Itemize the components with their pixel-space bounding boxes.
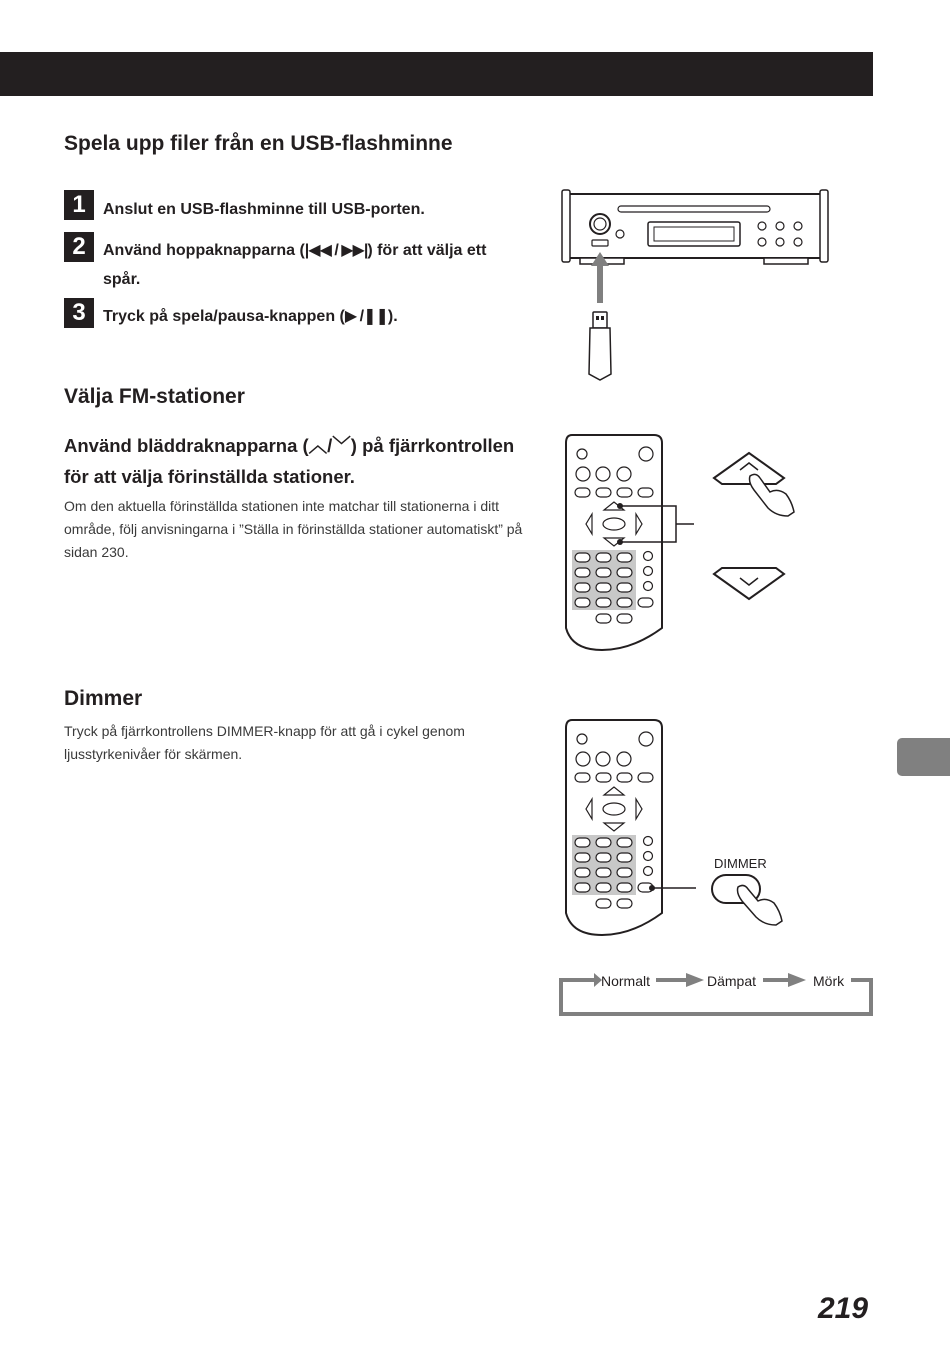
step-1-number: 1 <box>64 190 94 220</box>
header-bar <box>0 52 873 96</box>
fm-subheading <box>64 430 534 492</box>
fm-subheading-before: Använd bläddraknapparna ( <box>64 435 309 456</box>
step-2-text <box>103 236 527 294</box>
page-number: 219 <box>818 1292 869 1325</box>
usb-section-title: Spela upp filer från en USB-flashminne <box>64 132 453 155</box>
usb-player-illustration <box>560 188 830 383</box>
step-3-number: 3 <box>64 298 94 328</box>
fm-body-text: Om den aktuella förinställda stationen inte matchar till stationerna i ditt område, följ anvisningarna i ”Ställa in förinställda stationer automatiskt” på sidan 230. <box>64 498 523 560</box>
scroll-buttons-symbols: ︿/﹀ <box>308 435 351 456</box>
dimmer-body-text: Tryck på fjärrkontrollens DIMMER-knapp för att gå i cykel genom ljusstyrkenivåer för skärmen. <box>64 723 465 762</box>
dimmer-section-title: Dimmer <box>64 687 143 710</box>
skip-buttons-symbols: |◀◀ / ▶▶| <box>304 242 368 259</box>
cycle-arrow-icon <box>556 968 876 1020</box>
step-1-text: Anslut en USB-flashminne till USB-porten. <box>103 201 425 218</box>
dimmer-label: DIMMER <box>714 856 767 871</box>
step-2-number: 2 <box>64 232 94 262</box>
step-3-text <box>103 302 527 331</box>
fm-subheading-after: ) på fjärrkontrollen för att välja förinställda stationer. <box>64 435 515 487</box>
remote-control-illustration <box>562 717 802 939</box>
cycle-step-label: Mörk <box>813 973 845 989</box>
down-button-icon <box>714 568 784 599</box>
remote-control-illustration <box>562 432 802 654</box>
play-pause-symbols: ▶ /❚❚ <box>344 308 388 325</box>
cycle-step-label: Dämpat <box>707 973 757 989</box>
step-2-text-before: Använd hoppaknapparna ( <box>103 242 305 259</box>
cycle-step-label: Normalt <box>601 973 651 989</box>
section-tab <box>897 738 950 776</box>
step-2-text-after: ) för att välja ett spår. <box>103 242 487 288</box>
fm-section-title: Välja FM-stationer <box>64 385 245 408</box>
step-3-text-after: ). <box>387 308 398 325</box>
step-3-text-before: Tryck på spela/pausa-knappen ( <box>103 308 345 325</box>
usb-stick-icon <box>589 312 611 380</box>
